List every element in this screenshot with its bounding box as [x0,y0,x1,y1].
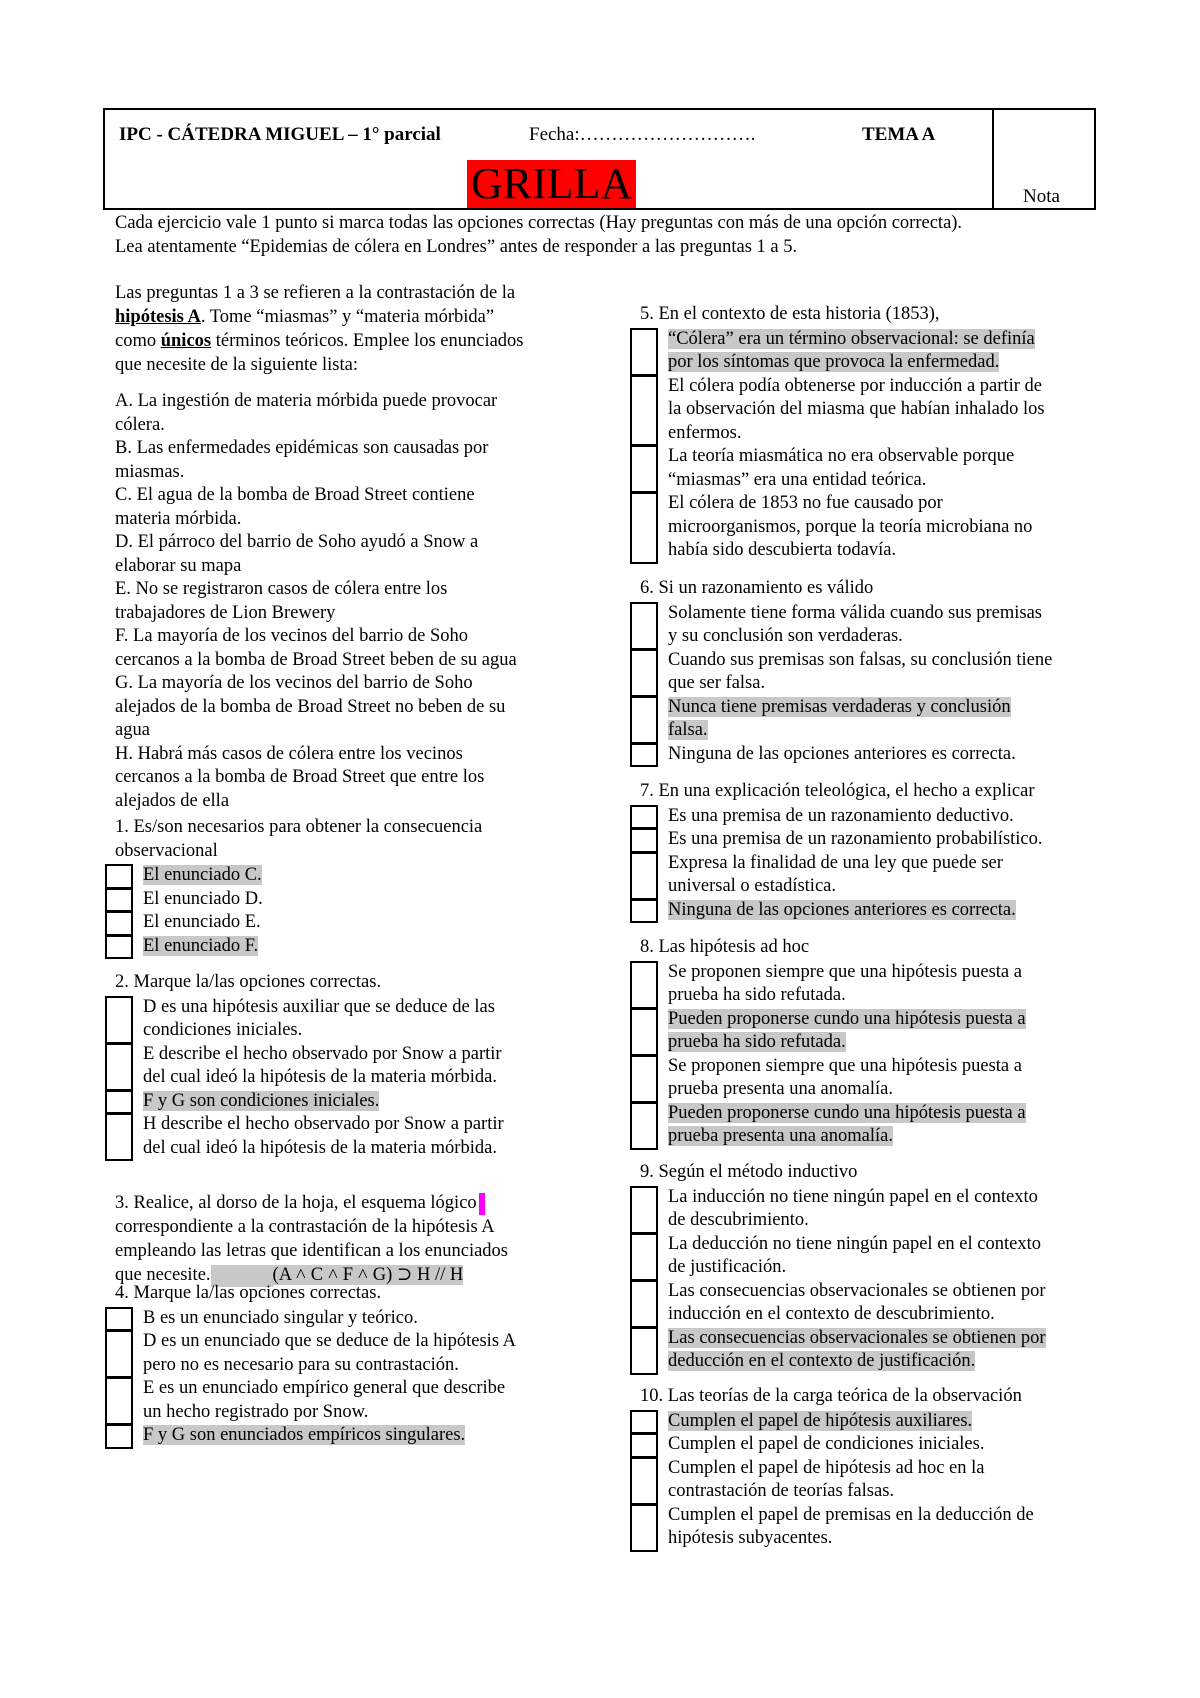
hypothesis-a-emphasis: hipótesis A [115,307,201,327]
q9-option-text: de justificación. [668,1257,787,1277]
q5-option-text: había sido descubierta todavía. [668,540,897,560]
q3-line-2: correspondiente a la contrastación de la hipótesis A [115,1217,495,1237]
q7-checkbox-c[interactable] [630,852,658,900]
q4-checkbox-a[interactable] [105,1307,133,1332]
statement-line: cercanos a la bomba de Broad Street beben de su agua [115,649,517,670]
q5-option-text: El cólera de 1853 no fue causado por [668,493,943,513]
statement-line: cólera. [115,414,165,435]
q1-checkbox-b[interactable] [105,888,133,913]
q1-heading: observacional [115,840,218,861]
q4-heading: 4. Marque la/las opciones correctas. [115,1283,382,1303]
statement-line: materia mórbida. [115,508,242,529]
q9-option-text: deducción en el contexto de justificación. [668,1351,976,1371]
q7-option-text: Ninguna de las opciones anteriores es correcta. [668,899,1016,920]
q8-option-text: Se proponen siempre que una hipótesis puesta a [668,961,1022,982]
q4-checkbox-d[interactable] [105,1424,133,1449]
statement-line: A. La ingestión de materia mórbida puede provocar [115,391,498,411]
context-line-4: que necesite de la siguiente lista: [115,355,358,375]
q5-option-text: El cólera podía obtenerse por inducción a partir de [668,375,1042,396]
q8-option-text: Pueden proponerse cundo una hipótesis puesta a [668,1008,1026,1029]
q10-checkbox-b[interactable] [630,1433,658,1458]
q8-option-text: prueba presenta una anomalía. [668,1079,893,1099]
q4-option-text: D es un enunciado que se deduce de la hipótesis A [143,1331,516,1351]
q9-option-text: inducción en el contexto de descubrimiento. [668,1304,995,1324]
statement-line: F. La mayoría de los vecinos del barrio de Soho [115,626,469,646]
q6-option-text: Cuando sus premisas son falsas, su conclusión tiene [668,649,1053,670]
intro-line-1: Cada ejercicio vale 1 punto si marca todas las opciones correctas (Hay preguntas con más de una opción correcta). [115,213,963,233]
q2-option-text: D es una hipótesis auxiliar que se deduce de las [143,996,495,1017]
q9-option-text: La deducción no tiene ningún papel en el contexto [668,1233,1041,1254]
q2-option-text: del cual ideó la hipótesis de la materia mórbida. [143,1137,497,1158]
q2-option-text: F y G son condiciones iniciales. [143,1090,380,1111]
q1-option-text: El enunciado E. [143,912,261,932]
q10-checkbox-a[interactable] [630,1410,658,1435]
q9-checkbox-d[interactable] [630,1327,658,1375]
q10-checkbox-d[interactable] [630,1504,658,1552]
context-line-1: Las preguntas 1 a 3 se refieren a la contrastación de la [115,283,516,303]
statement-line: D. El párroco del barrio de Soho ayudó a Snow a [115,532,479,552]
q5-checkbox-c[interactable] [630,445,658,493]
q9-option-text: La inducción no tiene ningún papel en el contexto [668,1186,1038,1207]
q1-checkbox-d[interactable] [105,935,133,960]
q2-option-text: del cual ideó la hipótesis de la materia mórbida. [143,1067,497,1087]
exam-header [103,108,1096,210]
q8-option-text: prueba ha sido refutada. [668,985,846,1005]
q10-heading: 10. Las teorías de la carga teórica de la observación [640,1386,1022,1406]
q6-option-text: Solamente tiene forma válida cuando sus premisas [668,602,1043,623]
q2-checkbox-b[interactable] [105,1043,133,1091]
q1-option-text: El enunciado F. [143,935,259,956]
q8-checkbox-c[interactable] [630,1055,658,1103]
q9-heading: 9. Según el método inductivo [640,1162,858,1182]
q7-checkbox-b[interactable] [630,828,658,853]
q6-option-text: Nunca tiene premisas verdaderas y conclusión [668,696,1011,717]
q2-checkbox-d[interactable] [105,1113,133,1161]
q8-heading: 8. Las hipótesis ad hoc [640,937,810,957]
q4-checkbox-b[interactable] [105,1330,133,1378]
q10-option-text: hipótesis subyacentes. [668,1528,833,1548]
q4-option-text: F y G son enunciados empíricos singulares. [143,1425,466,1445]
statement-line: E. No se registraron casos de cólera entre los [115,579,448,599]
q5-option-text: microorganismos, porque la teoría microbiana no [668,516,1033,537]
q8-checkbox-a[interactable] [630,961,658,1009]
q8-option-text: prueba presenta una anomalía. [668,1126,893,1146]
topic-label: TEMA A [862,124,936,145]
q10-option-text: contrastación de teorías falsas. [668,1481,895,1501]
q6-checkbox-c[interactable] [630,696,658,744]
statement-line: trabajadores de Lion Brewery [115,602,336,623]
q4-option-text: un hecho registrado por Snow. [143,1401,369,1422]
q7-option-text: universal o estadística. [668,876,836,896]
q2-heading: 2. Marque la/las opciones correctas. [115,972,382,992]
q7-option-text: Es una premisa de un razonamiento deductivo. [668,805,1014,826]
q8-checkbox-b[interactable] [630,1008,658,1056]
q5-checkbox-d[interactable] [630,492,658,564]
q6-checkbox-b[interactable] [630,649,658,697]
grade-divider [992,110,994,208]
context-line-3: como únicos términos teóricos. Emplee los enunciados [115,331,524,351]
q2-checkbox-c[interactable] [105,1090,133,1115]
q5-option-text: por los síntomas que provoca la enfermedad. [668,352,1000,372]
q1-checkbox-c[interactable] [105,911,133,936]
q2-option-text: H describe el hecho observado por Snow a partir [143,1114,504,1134]
q6-option-text: que ser falsa. [668,673,766,693]
statement-line: alejados de ella [115,790,230,811]
q10-option-text: Cumplen el papel de premisas en la deducción de [668,1504,1034,1525]
grilla-banner: GRILLA [467,160,636,208]
q5-checkbox-b[interactable] [630,375,658,447]
q3-line-1: 3. Realice, al dorso de la hoja, el esquema lógico [115,1192,485,1216]
q9-checkbox-b[interactable] [630,1233,658,1281]
q10-option-text: Cumplen el papel de hipótesis auxiliares. [668,1410,973,1431]
q9-checkbox-c[interactable] [630,1280,658,1328]
q5-checkbox-a[interactable] [630,328,658,376]
q1-option-text: El enunciado D. [143,888,263,909]
q1-heading: 1. Es/son necesarios para obtener la consecuencia [115,817,483,837]
intro-line-2: Lea atentamente “Epidemias de cólera en Londres” antes de responder a las preguntas 1 a 5. [115,237,798,257]
q7-option-text: Es una premisa de un razonamiento probabilístico. [668,829,1043,849]
q7-option-text: Expresa la finalidad de una ley que puede ser [668,852,1003,873]
statement-line: miasmas. [115,461,185,482]
date-field: Fecha:………………………. [529,124,756,145]
q7-checkbox-a[interactable] [630,805,658,830]
text-cursor-marker [479,1193,485,1215]
q8-option-text: prueba ha sido refutada. [668,1032,846,1052]
statement-line: cercanos a la bomba de Broad Street que entre los [115,767,485,787]
q10-option-text: Cumplen el papel de hipótesis ad hoc en la [668,1457,985,1478]
q9-option-text: Las consecuencias observacionales se obtienen por [668,1280,1046,1301]
q5-option-text: enfermos. [668,422,742,443]
q8-option-text: Pueden proponerse cundo una hipótesis puesta a [668,1102,1026,1123]
q5-option-text: la observación del miasma que habían inhalado los [668,399,1045,419]
q5-option-text: “Cólera” era un término observacional: se definía [668,328,1035,349]
q6-option-text: Ninguna de las opciones anteriores es correcta. [668,743,1016,764]
q7-checkbox-d[interactable] [630,899,658,924]
q3-line-4: que necesite. (A ˄ C ˄ F ˄ G) ⊃ H // H [115,1265,464,1285]
q4-checkbox-c[interactable] [105,1377,133,1425]
q3-line-3: empleando las letras que identifican a los enunciados [115,1241,508,1261]
statement-line: C. El agua de la bomba de Broad Street contiene [115,485,475,505]
q5-option-text: “miasmas” era una entidad teórica. [668,469,927,490]
q5-heading: 5. En el contexto de esta historia (1853), [640,304,940,324]
q8-checkbox-d[interactable] [630,1102,658,1150]
q2-option-text: condiciones iniciales. [143,1020,303,1040]
q1-option-text: El enunciado C. [143,865,262,885]
exam-title: IPC - CÁTEDRA MIGUEL – 1° parcial [119,124,441,145]
q9-option-text: Las consecuencias observacionales se obtienen por [668,1327,1046,1348]
q6-option-text: falsa. [668,720,708,740]
statement-line: H. Habrá más casos de cólera entre los vecinos [115,743,463,764]
statement-line: G. La mayoría de los vecinos del barrio de Soho [115,673,473,693]
q9-checkbox-a[interactable] [630,1186,658,1234]
q9-option-text: de descubrimiento. [668,1210,809,1230]
statement-line: elaborar su mapa [115,555,242,576]
q6-checkbox-a[interactable] [630,602,658,650]
q7-heading: 7. En una explicación teleológica, el hecho a explicar [640,781,1035,801]
statement-line: alejados de la bomba de Broad Street no beben de su [115,696,506,717]
q3-formula-answer: (A ˄ C ˄ F ˄ G) ⊃ H // H [272,1265,464,1285]
q4-option-text: pero no es necesario para su contrastación. [143,1354,459,1375]
q2-checkbox-a[interactable] [105,996,133,1044]
q4-option-text: E es un enunciado empírico general que describe [143,1378,506,1398]
q10-option-text: Cumplen el papel de condiciones iniciales. [668,1434,985,1454]
q2-option-text: E describe el hecho observado por Snow a partir [143,1043,502,1064]
q10-checkbox-c[interactable] [630,1457,658,1505]
q5-option-text: La teoría miasmática no era observable porque [668,446,1015,466]
context-line-2: hipótesis A. Tome “miasmas” y “materia mórbida” [115,307,495,327]
q1-checkbox-a[interactable] [105,864,133,889]
q6-checkbox-d[interactable] [630,743,658,768]
statement-line: B. Las enfermedades epidémicas son causadas por [115,438,489,458]
statement-line: agua [115,720,150,740]
q6-option-text: y su conclusión son verdaderas. [668,626,903,646]
q4-option-text: B es un enunciado singular y teórico. [143,1307,418,1328]
grade-label: Nota [1023,186,1060,207]
q6-heading: 6. Si un razonamiento es válido [640,578,874,598]
q8-option-text: Se proponen siempre que una hipótesis puesta a [668,1055,1022,1076]
unicos-emphasis: únicos [160,331,212,351]
